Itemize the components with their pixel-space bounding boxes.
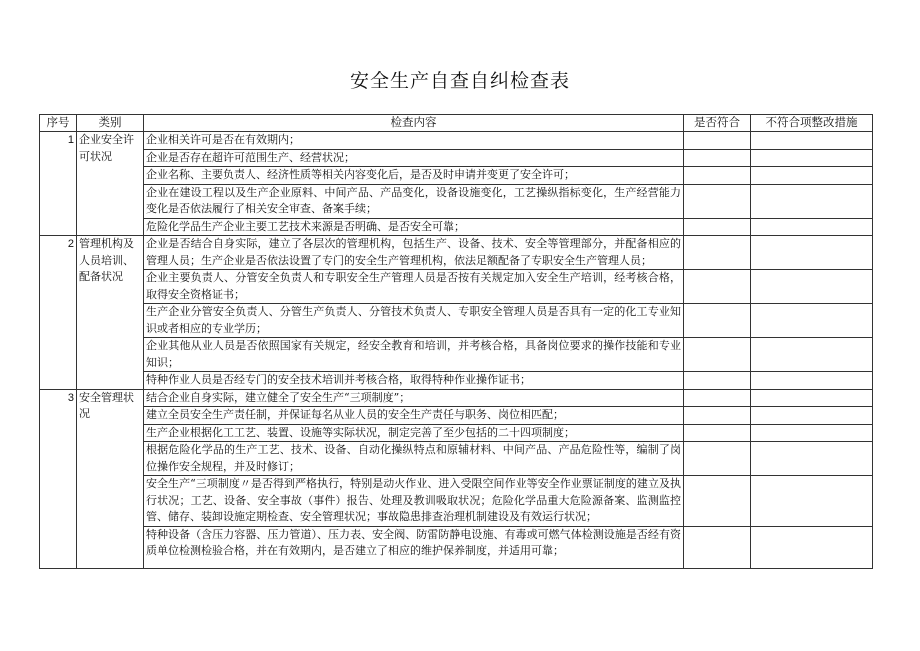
section-category: 管理机构及人员培训、配备状况 [77, 236, 144, 390]
section-number: 1 [40, 132, 77, 236]
compliant-cell[interactable] [684, 167, 751, 185]
table-row [40, 236, 873, 270]
check-item: 特种作业人员是否经专门的安全技术培训并考核合格，取得特种作业操作证书； [144, 372, 684, 390]
table-row [40, 424, 873, 442]
measures-cell[interactable] [751, 372, 873, 390]
compliant-cell[interactable] [684, 304, 751, 338]
measures-cell[interactable] [751, 149, 873, 167]
check-item: 企业在建设工程以及生产企业原料、中间产品、产品变化，设备设施变化，工艺操纵指标变化，生产经营能力变化是否依法履行了相关安全审查、备案手续； [144, 184, 684, 218]
compliant-cell[interactable] [684, 407, 751, 425]
header-content: 检查内容 [144, 115, 684, 132]
table-row [40, 167, 873, 185]
check-item: 建立全员安全生产责任制，并保证每名从业人员的安全生产责任与职务、岗位相匹配； [144, 407, 684, 425]
check-item: 生产企业分管安全负责人、分管生产负责人、分管技术负责人、专职安全管理人员是否具有一定的化工专业知识或者相应的专业学历； [144, 304, 684, 338]
check-item: 企业相关许可是否在有效期内； [144, 132, 684, 150]
measures-cell[interactable] [751, 304, 873, 338]
section-category: 安全管理状况 [77, 389, 144, 568]
table-row [40, 407, 873, 425]
compliant-cell[interactable] [684, 424, 751, 442]
measures-cell[interactable] [751, 476, 873, 527]
measures-cell[interactable] [751, 218, 873, 236]
measures-cell[interactable] [751, 236, 873, 270]
section-number: 3 [40, 389, 77, 568]
check-item: 生产企业根据化工工艺、装置、设施等实际状况，制定完善了至少包括的二十四项制度； [144, 424, 684, 442]
check-item: 企业是否存在超许可范围生产、经营状况； [144, 149, 684, 167]
table-row [40, 389, 873, 407]
table-row [40, 218, 873, 236]
compliant-cell[interactable] [684, 218, 751, 236]
check-item: 安全生产“三项制度〃是否得到严格执行，特别是动火作业、进入受限空间作业等安全作业票证制度的建立及执行状况；工艺、设备、安全事故（事件）报告、处理及教训吸取状况；危险化学品重大危险源备案、监测监控管、储存、装卸设施定期检查、安全管理状况；事故隐患排查治理机制建设及有效运行状况； [144, 476, 684, 527]
table-row [40, 526, 873, 568]
section-category: 企业安全许可状况 [77, 132, 144, 236]
check-item: 结合企业自身实际，建立健全了安全生产“三项制度”； [144, 389, 684, 407]
inspection-table [39, 114, 873, 569]
table-row [40, 184, 873, 218]
check-item: 企业是否结合自身实际，建立了各层次的管理机构，包括生产、设备、技术、安全等管理部分，并配备相应的管理人员；生产企业是否依法设置了专门的安全生产管理机构，依法足额配备了专职安全生产管理人员； [144, 236, 684, 270]
compliant-cell[interactable] [684, 149, 751, 167]
measures-cell[interactable] [751, 389, 873, 407]
measures-cell[interactable] [751, 132, 873, 150]
table-row [40, 442, 873, 476]
header-compliant: 是否符合 [684, 115, 751, 132]
measures-cell[interactable] [751, 424, 873, 442]
header-no: 序号 [40, 115, 77, 132]
check-item: 特种设备（含压力容器、压力管道）、压力表、安全阀、防雷防静电设施、有毒或可燃气体检测设施是否经有资质单位检测检验合格，并在有效期内，是否建立了相应的维护保养制度，并适用可靠； [144, 526, 684, 568]
measures-cell[interactable] [751, 270, 873, 304]
compliant-cell[interactable] [684, 372, 751, 390]
compliant-cell[interactable] [684, 476, 751, 527]
table-row [40, 270, 873, 304]
header-category: 类别 [77, 115, 144, 132]
table-row [40, 338, 873, 372]
compliant-cell[interactable] [684, 389, 751, 407]
measures-cell[interactable] [751, 167, 873, 185]
measures-cell[interactable] [751, 442, 873, 476]
check-item: 危险化学品生产企业主要工艺技术来源是否明确、是否安全可靠； [144, 218, 684, 236]
compliant-cell[interactable] [684, 526, 751, 568]
table-row [40, 304, 873, 338]
check-item: 企业主要负责人、分管安全负责人和专职安全生产管理人员是否按有关规定加入安全生产培训，经考核合格，取得安全资格证书； [144, 270, 684, 304]
page-title: 安全生产自查自纠检查表 [349, 70, 570, 92]
table-row [40, 132, 873, 150]
header-measures: 不符合项整改措施 [751, 115, 873, 132]
table-row [40, 149, 873, 167]
check-item: 根据危险化学品的生产工艺、技术、设备、自动化操纵特点和原辅材料、中间产品、产品危险性等，编制了岗位操作安全规程，并及时修订； [144, 442, 684, 476]
header-row [40, 115, 873, 132]
compliant-cell[interactable] [684, 270, 751, 304]
check-item: 企业名称、主要负责人、经济性质等相关内容变化后，是否及时申请并变更了安全许可； [144, 167, 684, 185]
section-number: 2 [40, 236, 77, 390]
compliant-cell[interactable] [684, 442, 751, 476]
compliant-cell[interactable] [684, 338, 751, 372]
measures-cell[interactable] [751, 184, 873, 218]
measures-cell[interactable] [751, 526, 873, 568]
measures-cell[interactable] [751, 338, 873, 372]
check-item: 企业其他从业人员是否依照国家有关规定，经安全教育和培训，并考核合格，具备岗位要求的操作技能和专业知识； [144, 338, 684, 372]
measures-cell[interactable] [751, 407, 873, 425]
compliant-cell[interactable] [684, 132, 751, 150]
compliant-cell[interactable] [684, 184, 751, 218]
table-row [40, 372, 873, 390]
table-row [40, 476, 873, 527]
compliant-cell[interactable] [684, 236, 751, 270]
